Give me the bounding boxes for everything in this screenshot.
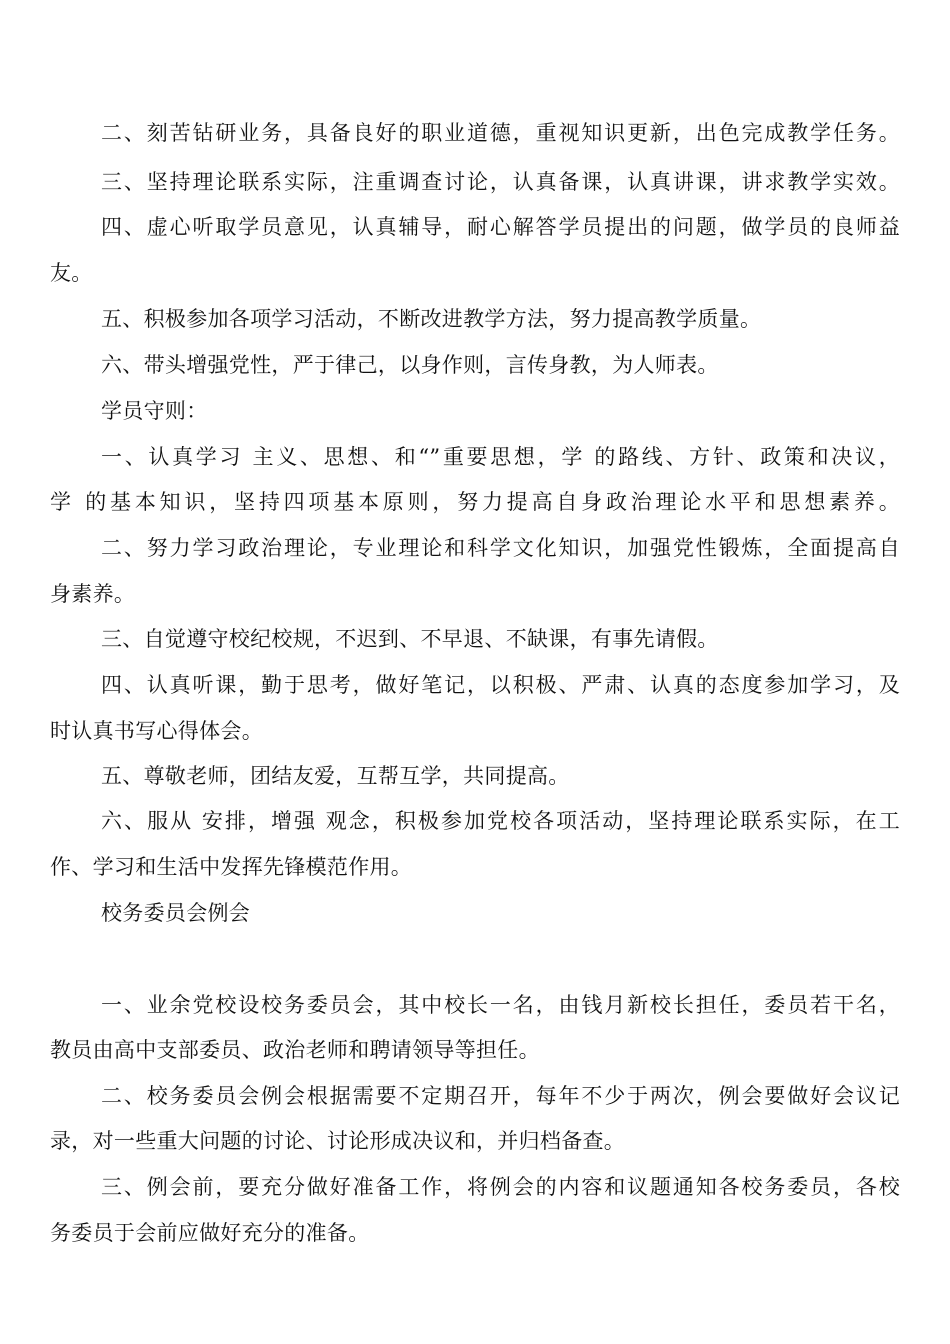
paragraph-line: 一、业余党校设校务委员会，其中校长一名，由钱月新校长担任，委员若干名， bbox=[101, 993, 900, 1017]
paragraph-line: 三、自觉遵守校纪校规，不迟到、不早退、不缺课，有事先请假。 bbox=[101, 627, 719, 651]
paragraph-line: 六、带头增强党性，严于律己，以身作则，言传身教，为人师表。 bbox=[101, 353, 719, 377]
paragraph-line: 时认真书写心得体会。 bbox=[50, 719, 263, 743]
section-heading: 学员守则： bbox=[101, 399, 208, 423]
paragraph-line: 作、学习和生活中发挥先锋模范作用。 bbox=[50, 855, 413, 879]
section-heading: 校务委员会例会 bbox=[101, 901, 251, 925]
paragraph-line: 录，对一些重大问题的讨论、讨论形成决议和，并归档备查。 bbox=[50, 1129, 626, 1153]
paragraph-line: 四、认真听课，勤于思考，做好笔记，以积极、严肃、认真的态度参加学习，及 bbox=[101, 673, 900, 697]
paragraph-line: 友。 bbox=[50, 261, 93, 285]
paragraph-line: 务委员于会前应做好充分的准备。 bbox=[50, 1221, 370, 1245]
paragraph-line: 教员由高中支部委员、政治老师和聘请领导等担任。 bbox=[50, 1038, 540, 1062]
paragraph-line: 五、积极参加各项学习活动，不断改进教学方法，努力提高教学质量。 bbox=[101, 307, 762, 331]
paragraph-line: 二、校务委员会例会根据需要不定期召开，每年不少于两次，例会要做好会议记 bbox=[101, 1084, 900, 1108]
paragraph-line: 三、坚持理论联系实际，注重调查讨论，认真备课，认真讲课，讲求教学实效。 bbox=[101, 170, 900, 194]
paragraph-line: 三、例会前，要充分做好准备工作，将例会的内容和议题通知各校务委员，各校 bbox=[101, 1175, 900, 1199]
paragraph-line: 二、努力学习政治理论，专业理论和科学文化知识，加强党性锻炼，全面提高自 bbox=[101, 536, 900, 560]
paragraph-line: 五、尊敬老师，团结友爱，互帮互学，共同提高。 bbox=[101, 764, 570, 788]
paragraph-line: 学 的基本知识，坚持四项基本原则，努力提高自身政治理论水平和思想素养。 bbox=[50, 490, 900, 514]
paragraph-line: 四、虚心听取学员意见，认真辅导，耐心解答学员提出的问题，做学员的良师益 bbox=[101, 215, 900, 239]
paragraph-line: 身素养。 bbox=[50, 582, 136, 606]
paragraph-line: 六、服从 安排，增强 观念，积极参加党校各项活动，坚持理论联系实际，在工 bbox=[101, 809, 900, 833]
paragraph-line: 一、认真学习 主义、思想、和“”重要思想，学 的路线、方针、政策和决议， bbox=[101, 445, 900, 469]
paragraph-line: 二、刻苦钻研业务，具备良好的职业道德，重视知识更新，出色完成教学任务。 bbox=[101, 121, 900, 145]
